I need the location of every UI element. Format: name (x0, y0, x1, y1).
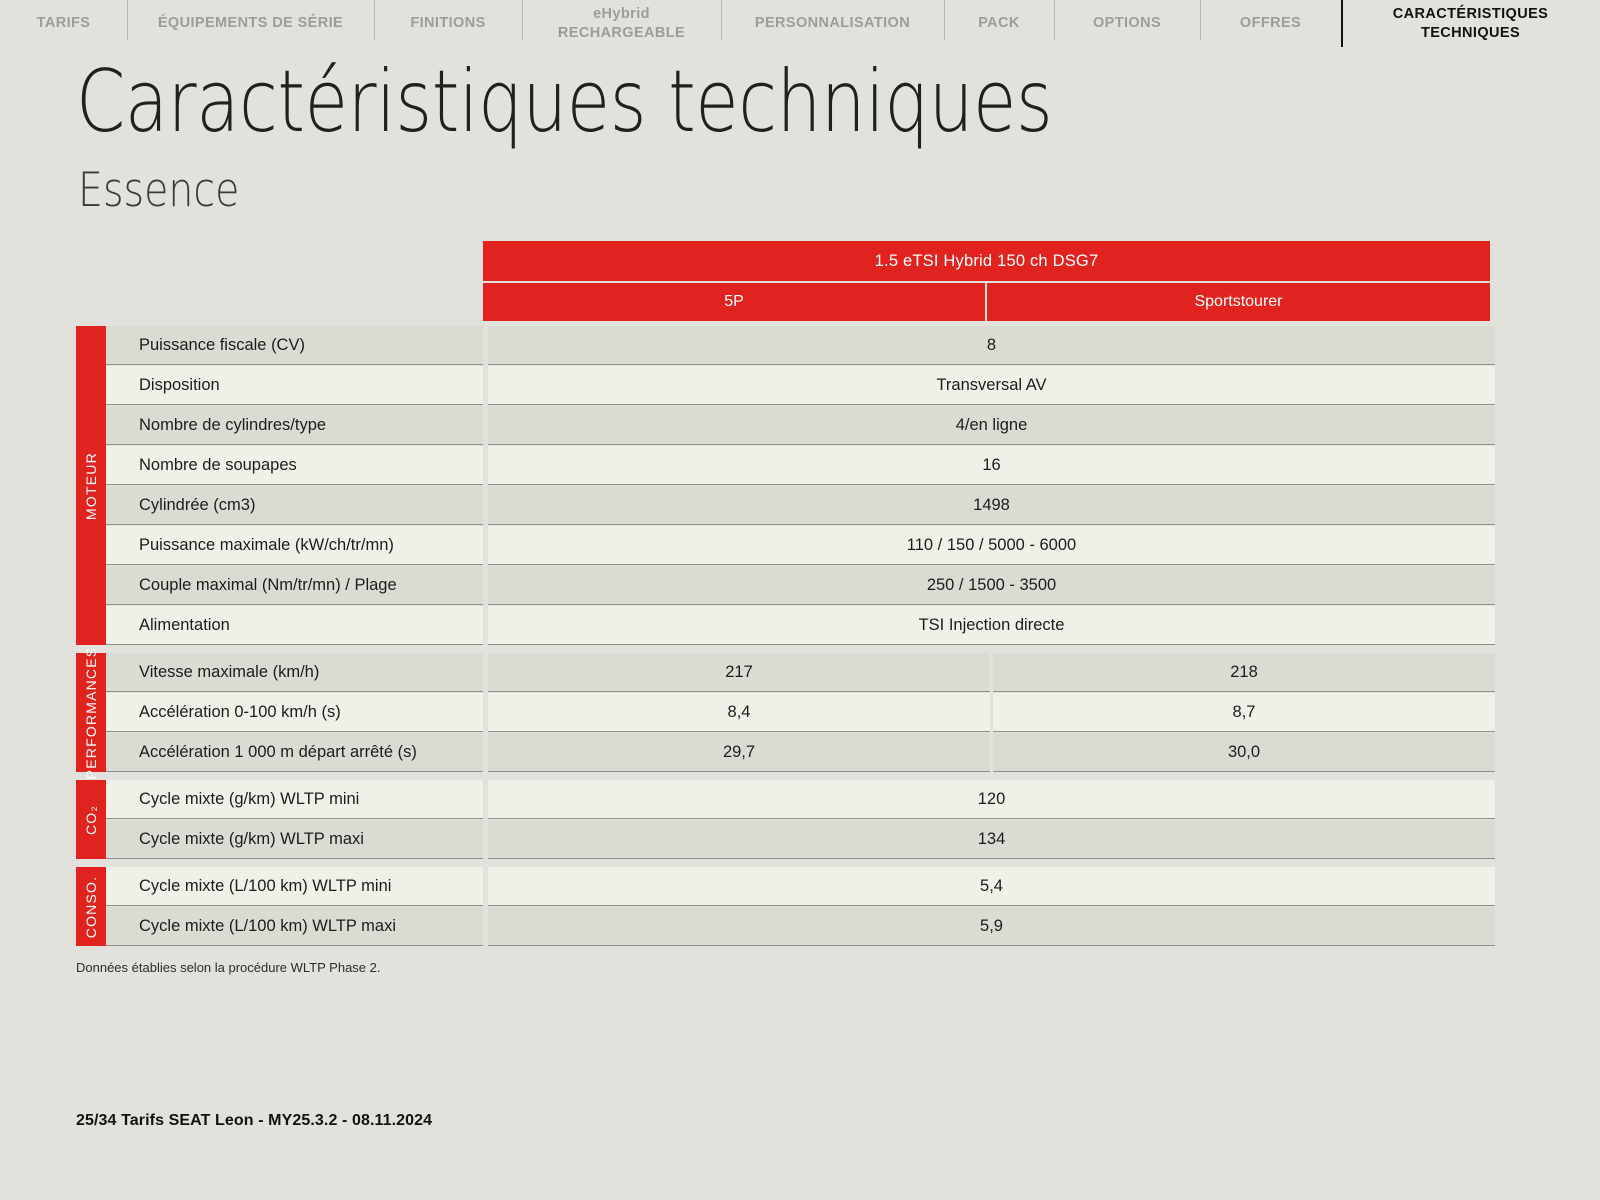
row-label: Cycle mixte (g/km) WLTP mini (106, 780, 483, 819)
row-value-cell: 1498 (488, 486, 1495, 525)
row-values (488, 733, 1495, 772)
row-value-cell: 8,7 (993, 693, 1495, 732)
nav-tab-0[interactable] (0, 0, 127, 47)
table-row (106, 526, 1495, 565)
nav-tab-label: OPTIONS (1092, 15, 1162, 32)
row-values (488, 486, 1495, 525)
row-label: Accélération 1 000 m départ arrêté (s) (106, 733, 483, 772)
engine-title: 1.5 eTSI Hybrid 150 ch DSG7 (483, 241, 1490, 281)
row-value-cell: 218 (993, 653, 1495, 692)
row-label: Alimentation (106, 606, 483, 645)
row-label: Vitesse maximale (km/h) (106, 653, 483, 692)
section-tab (76, 646, 106, 779)
specifications-table (76, 241, 1490, 946)
row-label: Nombre de cylindres/type (106, 406, 483, 445)
wltp-footnote: Données établies selon la procédure WLTP Phase 2. (76, 960, 381, 975)
row-values (488, 780, 1495, 819)
section-tab (76, 780, 106, 859)
section-label: CO₂ (83, 804, 99, 835)
nav-tab-4[interactable] (721, 0, 944, 47)
nav-tab-6[interactable] (1054, 0, 1200, 47)
section-rows (106, 867, 1495, 946)
nav-tab-label: eHybrid RECHARGEABLE (557, 6, 686, 41)
row-value-cell: 217 (488, 653, 990, 692)
row-value-cell: 30,0 (993, 733, 1495, 772)
row-value-cell: 4/en ligne (488, 406, 1495, 445)
table-row (106, 653, 1495, 692)
top-navigation (0, 0, 1600, 47)
row-values (488, 606, 1495, 645)
table-row (106, 907, 1495, 946)
row-label: Cycle mixte (L/100 km) WLTP mini (106, 867, 483, 906)
page-footer: 25/34 Tarifs SEAT Leon - MY25.3.2 - 08.11.2024 (76, 1112, 433, 1129)
table-row (106, 867, 1495, 906)
row-value-cell: 110 / 150 / 5000 - 6000 (488, 526, 1495, 565)
page-subtitle: Essence (78, 163, 240, 218)
table-row (106, 566, 1495, 605)
table-row (106, 693, 1495, 732)
row-value-cell: Transversal AV (488, 366, 1495, 405)
row-values (488, 820, 1495, 859)
section-0 (76, 326, 1490, 645)
row-values (488, 907, 1495, 946)
row-value-cell: 8,4 (488, 693, 990, 732)
table-row (106, 820, 1495, 859)
table-row (106, 780, 1495, 819)
nav-tab-label: ÉQUIPEMENTS DE SÉRIE (157, 15, 344, 32)
section-label: MOTEUR (83, 451, 99, 520)
row-value-cell: 5,4 (488, 867, 1495, 906)
table-row (106, 733, 1495, 772)
nav-tab-label: PERSONNALISATION (754, 15, 911, 32)
row-values (488, 446, 1495, 485)
row-label: Cylindrée (cm3) (106, 486, 483, 525)
row-label: Puissance maximale (kW/ch/tr/mn) (106, 526, 483, 565)
row-values (488, 406, 1495, 445)
row-label: Cycle mixte (L/100 km) WLTP maxi (106, 907, 483, 946)
row-value-cell: 120 (488, 780, 1495, 819)
variant-header-5p: 5P (483, 283, 985, 321)
table-row (106, 446, 1495, 485)
section-1 (76, 646, 1490, 779)
row-label: Couple maximal (Nm/tr/mn) / Plage (106, 566, 483, 605)
table-row (106, 606, 1495, 645)
table-row (106, 326, 1495, 365)
section-rows (106, 326, 1495, 645)
nav-tab-1[interactable] (127, 0, 374, 47)
row-values (488, 326, 1495, 365)
row-value-cell: 250 / 1500 - 3500 (488, 566, 1495, 605)
nav-tab-label: PACK (978, 15, 1020, 32)
section-tab (76, 867, 106, 946)
table-row (106, 486, 1495, 525)
row-values (488, 566, 1495, 605)
page-title: Caractéristiques techniques (76, 52, 1053, 152)
row-values (488, 366, 1495, 405)
row-label: Nombre de soupapes (106, 446, 483, 485)
variant-header-row (483, 283, 1490, 321)
row-value-cell: 8 (488, 326, 1495, 365)
nav-tab-label: FINITIONS (410, 15, 486, 32)
row-label: Puissance fiscale (CV) (106, 326, 483, 365)
engine-header (483, 241, 1490, 321)
row-values (488, 693, 1495, 732)
nav-tab-label: CARACTÉRISTIQUES TECHNIQUES (1392, 6, 1549, 41)
nav-tab-8[interactable] (1341, 0, 1600, 47)
table-row (106, 366, 1495, 405)
section-label: PERFORMANCES (83, 646, 99, 779)
row-value-cell: 5,9 (488, 907, 1495, 946)
section-label: CONSO. (83, 875, 99, 938)
section-2 (76, 780, 1490, 859)
section-rows (106, 653, 1495, 772)
section-tab (76, 326, 106, 645)
row-value-cell: 29,7 (488, 733, 990, 772)
section-3 (76, 867, 1490, 946)
row-value-cell: 134 (488, 820, 1495, 859)
nav-tab-label: TARIFS (36, 15, 91, 32)
nav-tab-5[interactable] (944, 0, 1054, 47)
variant-header-sportstourer: Sportstourer (987, 283, 1490, 321)
row-label: Disposition (106, 366, 483, 405)
row-label: Accélération 0-100 km/h (s) (106, 693, 483, 732)
row-values (488, 526, 1495, 565)
row-value-cell: 16 (488, 446, 1495, 485)
nav-tab-7[interactable] (1200, 0, 1341, 47)
row-values (488, 653, 1495, 692)
row-label: Cycle mixte (g/km) WLTP maxi (106, 820, 483, 859)
table-row (106, 406, 1495, 445)
nav-tab-2[interactable] (374, 0, 522, 47)
row-values (488, 867, 1495, 906)
nav-tab-label: OFFRES (1239, 15, 1302, 32)
row-value-cell: TSI Injection directe (488, 606, 1495, 645)
section-rows (106, 780, 1495, 859)
nav-tab-3[interactable] (522, 0, 721, 47)
